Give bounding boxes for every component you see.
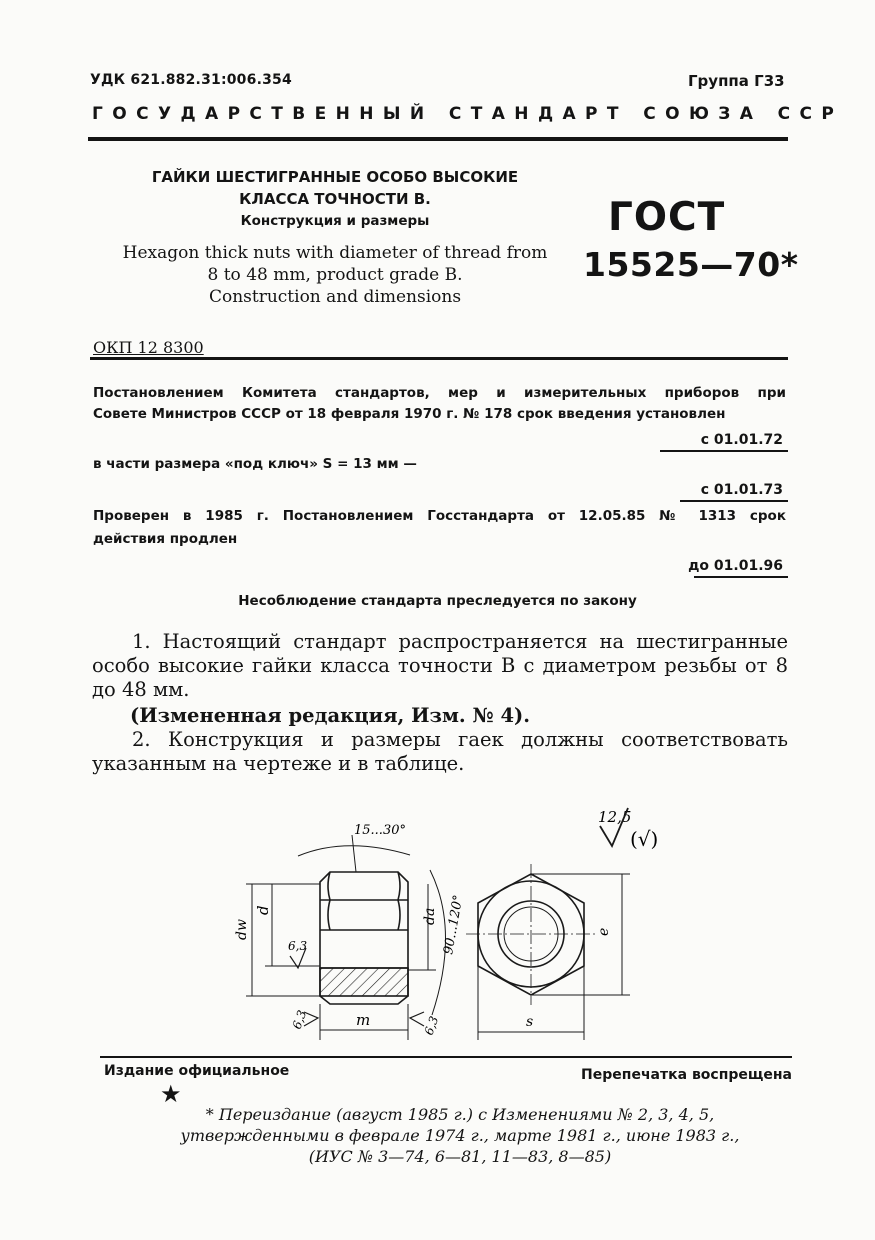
header-rule	[88, 137, 788, 141]
title-en-line3: Construction and dimensions	[208, 287, 462, 307]
decree-line1: Постановлением Комитета стандартов, мер и измерительных приборов при	[93, 385, 786, 401]
nut-top-view	[466, 864, 596, 1005]
dim-d-label: d	[254, 905, 272, 915]
roughness-bottom-left-label: 6,3	[289, 1008, 310, 1032]
checked-line: Проверен в 1985 г. Постановлением Госстандарта от 12.05.85 № 1313 срок	[93, 508, 786, 524]
title-en-line1: Hexagon thick nuts with diameter of thread from	[122, 243, 548, 263]
star-icon: ★	[160, 1080, 182, 1108]
title-russian	[120, 166, 550, 232]
gost-label: ГОСТ	[608, 195, 726, 240]
reissue-note	[150, 1104, 770, 1167]
intro-date: с 01.01.72	[700, 432, 783, 448]
okp-rule	[90, 357, 788, 360]
legal-warning: Несоблюдение стандарта преследуется по закону	[238, 593, 637, 609]
date2-rule	[680, 500, 788, 502]
roughness-main-label: 12,5	[598, 808, 632, 826]
validity-date: до 01.01.96	[688, 558, 783, 574]
dim-m-label: m	[356, 1011, 371, 1029]
udk-code: УДК 621.882.31:006.354	[90, 72, 292, 88]
reissue-line2: утвержденными в феврале 1974 г., марте 1981 г., июне 1983 г.,	[180, 1126, 740, 1145]
title-ru-line3: Конструкция и размеры	[240, 213, 430, 229]
dim-dw-label: dw	[234, 919, 250, 940]
state-standard-heading: ГОСУДАРСТВЕННЫЙ СТАНДАРТ СОЮЗА ССР	[92, 104, 844, 124]
reprint-prohibited: Перепечатка воспрещена	[581, 1067, 792, 1083]
footer-rule	[100, 1056, 792, 1058]
roughness-left-icon	[290, 948, 306, 968]
roughness-main-icon	[600, 808, 628, 846]
title-ru-line2: КЛАССА ТОЧНОСТИ В.	[239, 190, 431, 208]
paragraph-1: 1. Настоящий стандарт распространяется на шестигранные особо высокие гайки класса точности В с диаметром резьбы от 8 до 48 мм.	[92, 630, 788, 701]
side-dimensions	[246, 835, 446, 1040]
roughness-left-label: 6,3	[288, 939, 308, 953]
extended-line: действия продлен	[93, 531, 238, 547]
date3-rule	[694, 576, 788, 578]
angle-label: 15...30°	[354, 823, 406, 838]
title-en-line2: 8 to 48 mm, product grade B.	[207, 265, 463, 285]
reissue-line1: * Переиздание (август 1985 г.) с Изменениями № 2, 3, 4, 5,	[205, 1105, 715, 1124]
date1-rule	[660, 450, 788, 452]
decree-line2: Совете Министров СССР от 18 февраля 1970 г. № 178 срок введения установлен	[93, 406, 726, 422]
gost-number: 15525—70*	[583, 245, 799, 284]
part-s-line: в части размера «под ключ» S = 13 мм —	[93, 456, 417, 472]
dim-s-label: s	[526, 1014, 534, 1030]
cone-label: 90...120°	[441, 893, 467, 956]
roughness-bottom-left-icon	[304, 1012, 318, 1026]
paragraph-1-edit-note: (Измененная редакция, Изм. № 4).	[130, 704, 531, 727]
official-edition: Издание официальное	[104, 1063, 290, 1079]
okp-code: ОКП 12 8300	[93, 338, 204, 357]
dim-e-label: e	[596, 927, 612, 936]
dim-da-label: da	[422, 907, 438, 925]
roughness-bottom-right-icon	[410, 1012, 424, 1026]
s13-date: с 01.01.73	[700, 482, 783, 498]
title-ru-line1: ГАЙКИ ШЕСТИГРАННЫЕ ОСОБО ВЫСОКИЕ	[151, 168, 519, 186]
nut-side-view	[320, 872, 408, 1004]
group-code: Группа Г33	[688, 72, 785, 90]
roughness-bottom-right-label: 6,3	[421, 1014, 442, 1038]
paragraph-2: 2. Конструкция и размеры гаек должны соответствовать указанным на чертеже и в таблице.	[92, 728, 788, 775]
roughness-paren-label: (√)	[630, 827, 659, 851]
title-english	[105, 242, 565, 308]
top-dimensions	[478, 874, 630, 1040]
reissue-line3: (ИУС № 3—74, 6—81, 11—83, 8—85)	[308, 1147, 612, 1166]
